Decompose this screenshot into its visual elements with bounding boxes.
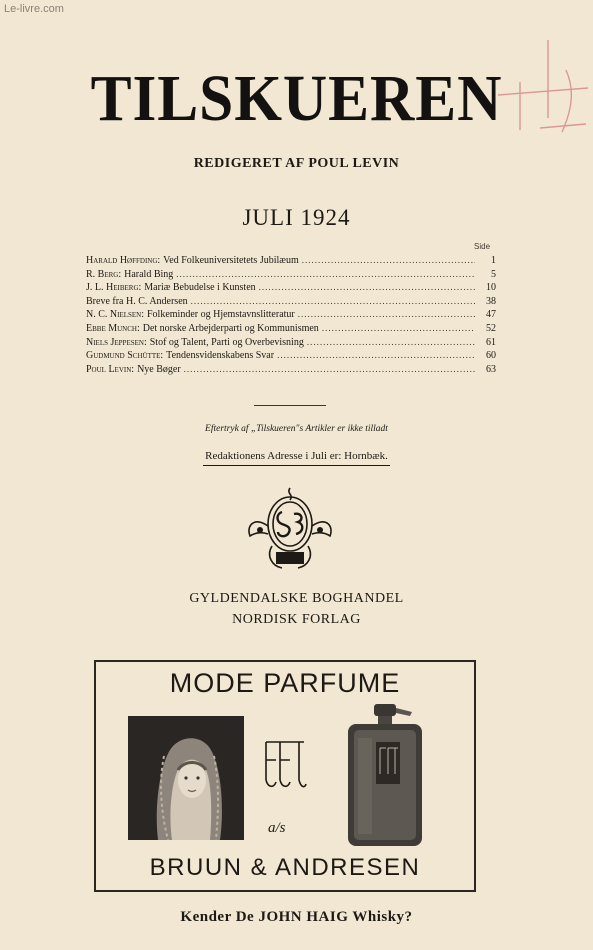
publisher xyxy=(0,588,593,630)
table-of-contents xyxy=(86,254,496,376)
ad-portrait-image xyxy=(128,716,244,840)
publisher-line-2: NORDISK FORLAG xyxy=(232,612,361,627)
toc-leader xyxy=(277,349,475,363)
toc-title: Ved Folkeuniversitetets Jubilæum xyxy=(163,255,299,266)
watermark: Le-livre.com xyxy=(4,3,64,15)
toc-leader xyxy=(259,281,475,295)
ad-connector: a/s xyxy=(268,820,286,836)
toc-row xyxy=(86,295,496,309)
magazine-title: TILSKUEREN xyxy=(90,62,503,135)
toc-row xyxy=(86,268,496,282)
toc-row xyxy=(86,322,496,336)
toc-row xyxy=(86,254,496,268)
toc-page: 10 xyxy=(486,282,496,294)
divider xyxy=(254,405,326,406)
reprint-notice: Eftertryk af „Tilskueren"s Artikler er ikke tilladt xyxy=(205,424,388,434)
toc-leader xyxy=(322,322,475,336)
ad-headline: MODE PARFUME xyxy=(169,668,401,698)
toc-leader xyxy=(176,268,475,282)
toc-leader xyxy=(307,336,475,350)
toc-title: Tendensvidenskabens Svar xyxy=(166,350,275,362)
toc-page: 5 xyxy=(491,268,496,280)
toc-author: Niels Jeppesen: xyxy=(86,336,147,348)
issue-date: JULI 1924 xyxy=(242,205,351,230)
toc-title: Mariæ Bebudelse i Kunsten xyxy=(144,282,256,294)
toc-page-label: Side xyxy=(474,242,491,251)
toc-leader xyxy=(184,363,475,377)
perfume-advertisement xyxy=(94,660,476,892)
toc-title: Folkeminder og Hjemstavnslitteratur xyxy=(147,309,295,321)
toc-row xyxy=(86,349,496,363)
toc-title: Det norske Arbejderparti og Kommunismen xyxy=(142,322,319,334)
toc-page: 60 xyxy=(486,350,496,362)
editor-line: REDIGERET AF POUL LEVIN xyxy=(193,156,400,171)
toc-row xyxy=(86,363,496,377)
toc-author: N. C. Nielsen: xyxy=(86,309,144,321)
toc-page: 47 xyxy=(486,309,496,321)
toc-author: Ebbe Munch: xyxy=(86,322,140,334)
monogram-icon xyxy=(260,736,308,794)
whisky-tagline: Kender De JOHN HAIG Whisky? xyxy=(180,909,413,925)
toc-leader xyxy=(298,308,475,322)
publisher-line-1: GYLDENDALSKE BOGHANDEL xyxy=(189,591,404,606)
publisher-emblem-icon xyxy=(242,486,338,574)
toc-row xyxy=(86,308,496,322)
toc-page: 1 xyxy=(491,255,496,266)
toc-row xyxy=(86,281,496,295)
perfume-bottle-image xyxy=(342,702,428,848)
toc-author: R. Berg: xyxy=(86,268,122,280)
toc-leader xyxy=(302,254,475,268)
toc-page: 63 xyxy=(486,363,496,375)
toc-leader xyxy=(191,295,475,309)
toc-author: Poul Levin: xyxy=(86,363,135,375)
toc-page: 61 xyxy=(486,336,496,348)
toc-title: Breve fra H. C. Andersen xyxy=(86,295,188,307)
toc-page: 52 xyxy=(486,322,496,334)
toc-author: Gudmund Schütte: xyxy=(86,350,164,362)
toc-title: Harald Bing xyxy=(124,268,174,280)
toc-page: 38 xyxy=(486,295,496,307)
toc-author: Harald Høffding: xyxy=(86,255,161,266)
toc-row xyxy=(86,336,496,350)
editorial-address xyxy=(0,450,593,462)
toc-title: Nye Bøger xyxy=(137,363,181,375)
toc-author: J. L. Heiberg: xyxy=(86,282,142,294)
toc-title: Stof og Talent, Parti og Overbevisning xyxy=(149,336,304,348)
ad-company: BRUUN & ANDRESEN xyxy=(149,854,421,881)
editorial-address-text: Redaktionens Adresse i Juli er: Hornbæk. xyxy=(203,450,390,466)
